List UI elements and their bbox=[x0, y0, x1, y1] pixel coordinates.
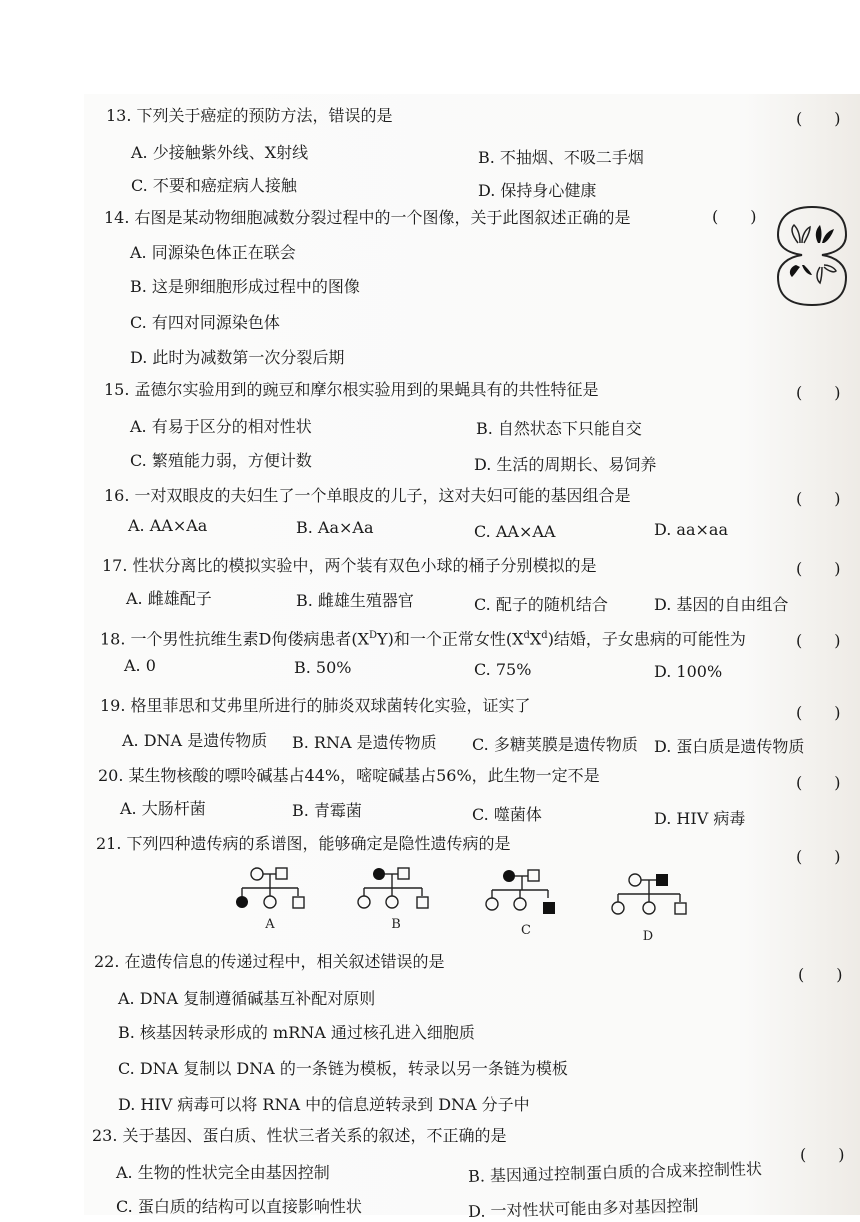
pedigree-b-label: B bbox=[391, 917, 401, 932]
q22-option-d: D. HIV 病毒可以将 RNA 中的信息逆转录到 DNA 分子中 bbox=[118, 1095, 530, 1114]
q14-option-d: D. 此时为减数第一次分裂后期 bbox=[130, 348, 345, 367]
q19-option-d: D. 蛋白质是遗传物质 bbox=[654, 737, 805, 756]
q17-stem: 17. 性状分离比的模拟实验中，两个装有双色小球的桶子分别模拟的是 bbox=[102, 556, 597, 575]
q18-option-c: C. 75% bbox=[474, 660, 532, 679]
q13-option-a: A. 少接触紫外线、X射线 bbox=[131, 143, 309, 162]
q13-stem: 13. 下列关于癌症的预防方法，错误的是 bbox=[106, 106, 393, 125]
q18-option-d: D. 100% bbox=[654, 662, 723, 681]
pedigree-a-label: A bbox=[265, 917, 275, 932]
q22-answer-paren: ( ) bbox=[798, 965, 843, 984]
q17-answer-paren: ( ) bbox=[796, 559, 841, 578]
q15-stem: 15. 孟德尔实验用到的豌豆和摩尔根实验用到的果蝇具有的共性特征是 bbox=[104, 380, 599, 399]
q20-option-d: D. HIV 病毒 bbox=[654, 809, 746, 828]
q18-option-a: A. 0 bbox=[124, 656, 156, 675]
q22-option-a: A. DNA 复制遵循碱基互补配对原则 bbox=[118, 989, 376, 1008]
q23-answer-paren: ( ) bbox=[800, 1145, 845, 1164]
pedigree-d bbox=[608, 868, 692, 942]
q16-option-c: C. AA×AA bbox=[474, 522, 556, 541]
q22-stem: 22. 在遗传信息的传递过程中，相关叙述错误的是 bbox=[94, 952, 445, 971]
q17-option-b: B. 雌雄生殖器官 bbox=[296, 591, 414, 610]
q13-answer-paren: ( ) bbox=[796, 109, 841, 128]
q20-answer-paren: ( ) bbox=[796, 773, 841, 792]
pedigree-c bbox=[482, 864, 566, 936]
q19-option-a: A. DNA 是遗传物质 bbox=[122, 731, 268, 750]
q20-stem: 20. 某生物核酸的嘌呤碱基占44%，嘧啶碱基占56%，此生物一定不是 bbox=[98, 766, 600, 785]
q17-option-d: D. 基因的自由组合 bbox=[654, 595, 789, 614]
pedigree-a bbox=[230, 862, 310, 934]
q22-option-c: C. DNA 复制以 DNA 的一条链为模板，转录以另一条链为模板 bbox=[118, 1059, 568, 1078]
q14-option-a: A. 同源染色体正在联会 bbox=[130, 243, 296, 262]
q23-option-b: B. 基因通过控制蛋白质的合成来控制性状 bbox=[467, 1159, 763, 1186]
q19-option-c: C. 多糖荚膜是遗传物质 bbox=[472, 735, 638, 754]
q13-option-d: D. 保持身心健康 bbox=[478, 181, 597, 200]
q16-option-b: B. Aa×Aa bbox=[296, 518, 374, 537]
q15-option-b: B. 自然状态下只能自交 bbox=[476, 419, 642, 438]
q23-option-a: A. 生物的性状完全由基因控制 bbox=[116, 1163, 330, 1182]
cell-division-figure bbox=[776, 205, 848, 307]
q18-stem: 18. 一个男性抗维生素D佝偻病患者$(X^DY)$和一个正常女性$(X^dX^d)$结婚，子女患病的可能性为 bbox=[100, 629, 746, 649]
q13-option-c: C. 不要和癌症病人接触 bbox=[131, 176, 297, 195]
q16-option-a: A. AA×Aa bbox=[128, 516, 208, 535]
pedigree-c-label: C bbox=[521, 923, 531, 936]
q18-answer-paren: ( ) bbox=[796, 631, 841, 650]
q15-option-d: D. 生活的周期长、易饲养 bbox=[474, 455, 657, 474]
q17-option-a: A. 雌雄配子 bbox=[126, 589, 212, 608]
q19-option-b: B. RNA 是遗传物质 bbox=[292, 733, 437, 752]
q17-option-c: C. 配子的随机结合 bbox=[474, 595, 608, 614]
q16-option-d: D. aa×aa bbox=[654, 520, 728, 539]
pedigree-d-label: D bbox=[642, 929, 654, 942]
q13-option-b: B. 不抽烟、不吸二手烟 bbox=[478, 148, 644, 167]
pedigree-b bbox=[352, 862, 436, 934]
q23-stem: 23. 关于基因、蛋白质、性状三者关系的叙述，不正确的是 bbox=[92, 1126, 507, 1145]
q14-answer-paren: ( ) bbox=[712, 207, 757, 226]
q20-option-c: C. 噬菌体 bbox=[472, 805, 542, 824]
q21-stem: 21. 下列四种遗传病的系谱图，能够确定是隐性遗传病的是 bbox=[96, 834, 511, 853]
q14-option-b: B. 这是卵细胞形成过程中的图像 bbox=[130, 277, 360, 296]
q19-stem: 19. 格里菲思和艾弗里所进行的肺炎双球菌转化实验，证实了 bbox=[100, 696, 531, 715]
q21-answer-paren: ( ) bbox=[796, 847, 841, 866]
q18-option-b: B. 50% bbox=[294, 658, 352, 677]
q15-option-a: A. 有易于区分的相对性状 bbox=[130, 417, 312, 436]
q16-answer-paren: ( ) bbox=[796, 489, 841, 508]
q22-option-b: B. 核基因转录形成的 mRNA 通过核孔进入细胞质 bbox=[118, 1023, 475, 1042]
q20-option-b: B. 青霉菌 bbox=[292, 801, 362, 820]
q16-stem: 16. 一对双眼皮的夫妇生了一个单眼皮的儿子，这对夫妇可能的基因组合是 bbox=[104, 486, 631, 505]
q20-option-a: A. 大肠杆菌 bbox=[120, 799, 206, 818]
q14-option-c: C. 有四对同源染色体 bbox=[130, 313, 280, 332]
q15-answer-paren: ( ) bbox=[796, 383, 841, 402]
q23-option-c: C. 蛋白质的结构可以直接影响性状 bbox=[116, 1197, 362, 1216]
q23-option-d: D. 一对性状可能由多对基因控制 bbox=[467, 1195, 699, 1222]
q15-option-c: C. 繁殖能力弱，方便计数 bbox=[130, 451, 312, 470]
q14-stem: 14. 右图是某动物细胞减数分裂过程中的一个图像，关于此图叙述正确的是 bbox=[104, 208, 631, 227]
q19-answer-paren: ( ) bbox=[796, 703, 841, 722]
